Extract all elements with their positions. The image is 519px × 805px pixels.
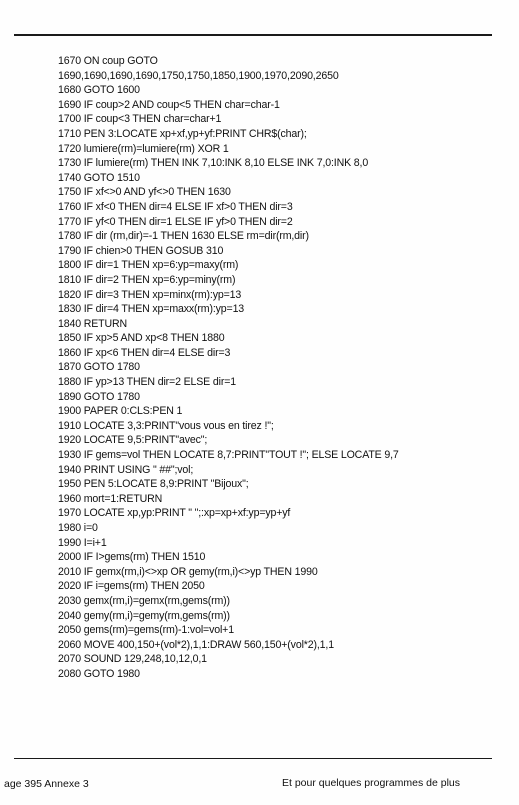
code-line: 1940 PRINT USING " ##";vol; (58, 463, 194, 476)
code-line: 1680 GOTO 1600 (58, 84, 140, 97)
code-line: 2080 GOTO 1980 (58, 667, 140, 680)
code-line: 2050 gems(rm)=gems(rm)-1:vol=vol+1 (58, 624, 234, 637)
code-line: 1690 IF coup>2 AND coup<5 THEN char=char-1 (58, 98, 280, 111)
page-footer-right: Et pour quelques programmes de plus (282, 777, 461, 789)
code-line: 1960 mort=1:RETURN (58, 492, 163, 505)
basic-program-listing (58, 54, 513, 682)
code-line: 1920 LOCATE 9,5:PRINT"avec"; (58, 434, 208, 447)
code-line: 1830 IF dir=4 THEN xp=maxx(rm):yp=13 (58, 303, 245, 316)
code-line: 1670 ON coup GOTO (58, 55, 158, 67)
code-line: 1760 IF xf<0 THEN dir=4 ELSE IF xf>0 THEN dir=3 (58, 200, 293, 213)
code-line: 1820 IF dir=3 THEN xp=minx(rm):yp=13 (58, 288, 242, 301)
top-rule (14, 34, 492, 36)
code-line: 1860 IF xp<6 THEN dir=4 ELSE dir=3 (58, 346, 231, 359)
code-line: 1810 IF dir=2 THEN xp=6:yp=miny(rm) (58, 273, 236, 286)
code-line: 1870 GOTO 1780 (58, 361, 140, 374)
code-line: 2070 SOUND 129,248,10,12,0,1 (58, 653, 207, 666)
code-line: 1720 lumiere(rm)=lumiere(rm) XOR 1 (58, 142, 229, 155)
code-line: 2040 gemy(rm,i)=gemy(rm,gems(rm)) (58, 609, 230, 622)
code-line: 1890 GOTO 1780 (58, 390, 140, 403)
code-line: 1880 IF yp>13 THEN dir=2 ELSE dir=1 (58, 376, 236, 389)
code-line: 2060 MOVE 400,150+(vol*2),1,1:DRAW 560,150+(vol*2),1,1 (58, 638, 334, 651)
code-line: 1790 IF chien>0 THEN GOSUB 310 (58, 244, 224, 257)
page-footer-left: age 395 Annexe 3 (4, 778, 89, 790)
code-line: 2010 IF gemx(rm,i)<>xp OR gemy(rm,i)<>yp THEN 1990 (58, 565, 318, 578)
code-line: 1950 PEN 5:LOCATE 8,9:PRINT "Bijoux"; (58, 478, 249, 491)
code-line: 1900 PAPER 0:CLS:PEN 1 (58, 405, 183, 418)
code-line: 1970 LOCATE xp,yp:PRINT " ";:xp=xp+xf:yp=yp+yf (58, 507, 291, 520)
code-line: 1800 IF dir=1 THEN xp=6:yp=maxy(rm) (58, 259, 239, 272)
bottom-rule (14, 758, 492, 759)
code-line: 1730 IF lumiere(rm) THEN INK 7,10:INK 8,10 ELSE INK 7,0:INK 8,0 (58, 157, 369, 170)
code-line: 1710 PEN 3:LOCATE xp+xf,yp+yf:PRINT CHR$(char); (58, 127, 307, 140)
code-line: 1690,1690,1690,1690,1750,1750,1850,1900,1970,2090,2650 (58, 69, 339, 82)
code-line: 1770 IF yf<0 THEN dir=1 ELSE IF yf>0 THEN dir=2 (58, 215, 293, 228)
code-line: 2000 IF I>gems(rm) THEN 1510 (58, 551, 206, 564)
code-line: 2030 gemx(rm,i)=gemx(rm,gems(rm)) (58, 594, 230, 607)
code-line: 1930 IF gems=vol THEN LOCATE 8,7:PRINT"TOUT !"; ELSE LOCATE 9,7 (58, 449, 399, 462)
code-line: 1840 RETURN (58, 317, 127, 330)
code-line: 1700 IF coup<3 THEN char=char+1 (58, 113, 222, 126)
code-line: 2020 IF i=gems(rm) THEN 2050 (58, 580, 205, 593)
code-line: 1780 IF dir (rm,dir)=-1 THEN 1630 ELSE rm=dir(rm,dir) (58, 230, 309, 243)
code-line: 1850 IF xp>5 AND xp<8 THEN 1880 (58, 332, 225, 345)
code-line: 1910 LOCATE 3,3:PRINT"vous vous en tirez !"; (58, 419, 274, 432)
code-line: 1990 I=i+1 (58, 536, 107, 549)
code-line: 1750 IF xf<>0 AND yf<>0 THEN 1630 (58, 186, 231, 199)
code-line: 1980 i=0 (58, 522, 98, 534)
code-line: 1740 GOTO 1510 (58, 171, 140, 184)
